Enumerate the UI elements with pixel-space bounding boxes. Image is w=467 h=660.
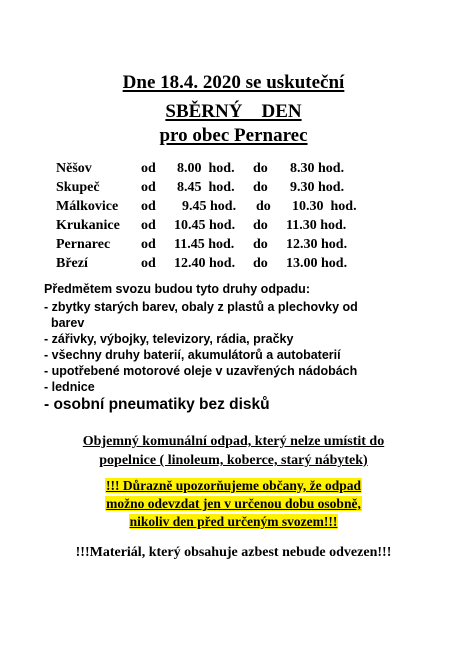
schedule-row xyxy=(0,161,467,179)
schedule-to: 12.30 hod. xyxy=(286,237,348,252)
schedule-od: od xyxy=(141,180,156,195)
schedule-row xyxy=(0,180,467,198)
schedule-from: 9.45 hod. xyxy=(182,199,237,214)
notice-text: nikoliv den před určeným svozem!!! xyxy=(129,514,338,529)
schedule-to: 8.30 hod. xyxy=(290,161,345,176)
schedule-do: do xyxy=(253,218,268,233)
schedule-do: do xyxy=(253,180,268,195)
schedule-do: do xyxy=(253,161,268,176)
schedule-place: Skupeč xyxy=(56,180,100,195)
schedule-from: 10.45 hod. xyxy=(174,218,236,233)
title-village xyxy=(0,125,467,147)
schedule-row xyxy=(0,237,467,255)
bulky-waste-text: popelnice ( linoleum, koberce, starý nábytek) xyxy=(99,453,368,468)
waste-list-title: Předmětem svozu budou tyto druhy odpadu: xyxy=(44,282,310,296)
notice-line xyxy=(0,477,467,495)
title-date-text: Dne 18.4. 2020 se uskuteční xyxy=(122,72,345,93)
schedule-od: od xyxy=(141,218,156,233)
bulky-waste-line xyxy=(0,431,467,452)
schedule-row xyxy=(0,199,467,217)
schedule-od: od xyxy=(141,237,156,252)
waste-item: - zářivky, výbojky, televizory, rádia, pračky xyxy=(44,332,294,346)
schedule-from: 8.00 hod. xyxy=(177,161,235,176)
schedule-row xyxy=(0,256,467,274)
schedule-to: 10.30 hod. xyxy=(292,199,357,214)
schedule-place: Pernarec xyxy=(56,237,111,252)
schedule-od: od xyxy=(141,199,156,214)
schedule-place: Březí xyxy=(56,256,88,271)
waste-item: - zbytky starých barev, obaly z plastů a plechovky od xyxy=(44,300,358,314)
bulky-waste-text: Objemný komunální odpad, který nelze umístit do xyxy=(82,434,385,449)
title-date xyxy=(0,72,467,94)
waste-item: - upotřebené motorové oleje v uzavřených nádobách xyxy=(44,364,358,378)
bulky-waste-line xyxy=(0,450,467,471)
notice-line xyxy=(0,513,467,531)
schedule-from: 12.40 hod. xyxy=(174,256,236,271)
schedule-do: do xyxy=(256,199,271,214)
title-village-text: pro obec Pernarec xyxy=(159,125,308,146)
title-event-text: SBĚRNÝ DEN xyxy=(165,101,302,122)
schedule-do: do xyxy=(253,256,268,271)
schedule-to: 13.00 hod. xyxy=(286,256,348,271)
schedule-row xyxy=(0,218,467,236)
schedule-place: Něšov xyxy=(56,161,92,176)
schedule-to: 11.30 hod. xyxy=(286,218,347,233)
schedule-from: 8.45 hod. xyxy=(177,180,235,195)
schedule-from: 11.45 hod. xyxy=(174,237,235,252)
waste-item: - všechny druhy baterií, akumulátorů a autobaterií xyxy=(44,348,341,362)
waste-item: barev xyxy=(44,316,85,330)
title-event xyxy=(0,101,467,123)
notice-text: možno odevzdat jen v určenou dobu osobně, xyxy=(106,496,361,511)
notice-line xyxy=(0,495,467,513)
asbestos-warning: !!!Materiál, který obsahuje azbest nebude odvezen!!! xyxy=(75,545,392,560)
schedule-od: od xyxy=(141,256,156,271)
waste-item-tyres: - osobní pneumatiky bez disků xyxy=(44,396,270,413)
schedule-to: 9.30 hod. xyxy=(290,180,345,195)
schedule-place: Krukanice xyxy=(56,218,120,233)
schedule-od: od xyxy=(141,161,156,176)
schedule-do: do xyxy=(253,237,268,252)
waste-item: - lednice xyxy=(44,380,95,394)
notice-text: !!! Důrazně upozorňujeme občany, že odpad xyxy=(106,478,361,493)
schedule-place: Málkovice xyxy=(56,199,119,214)
